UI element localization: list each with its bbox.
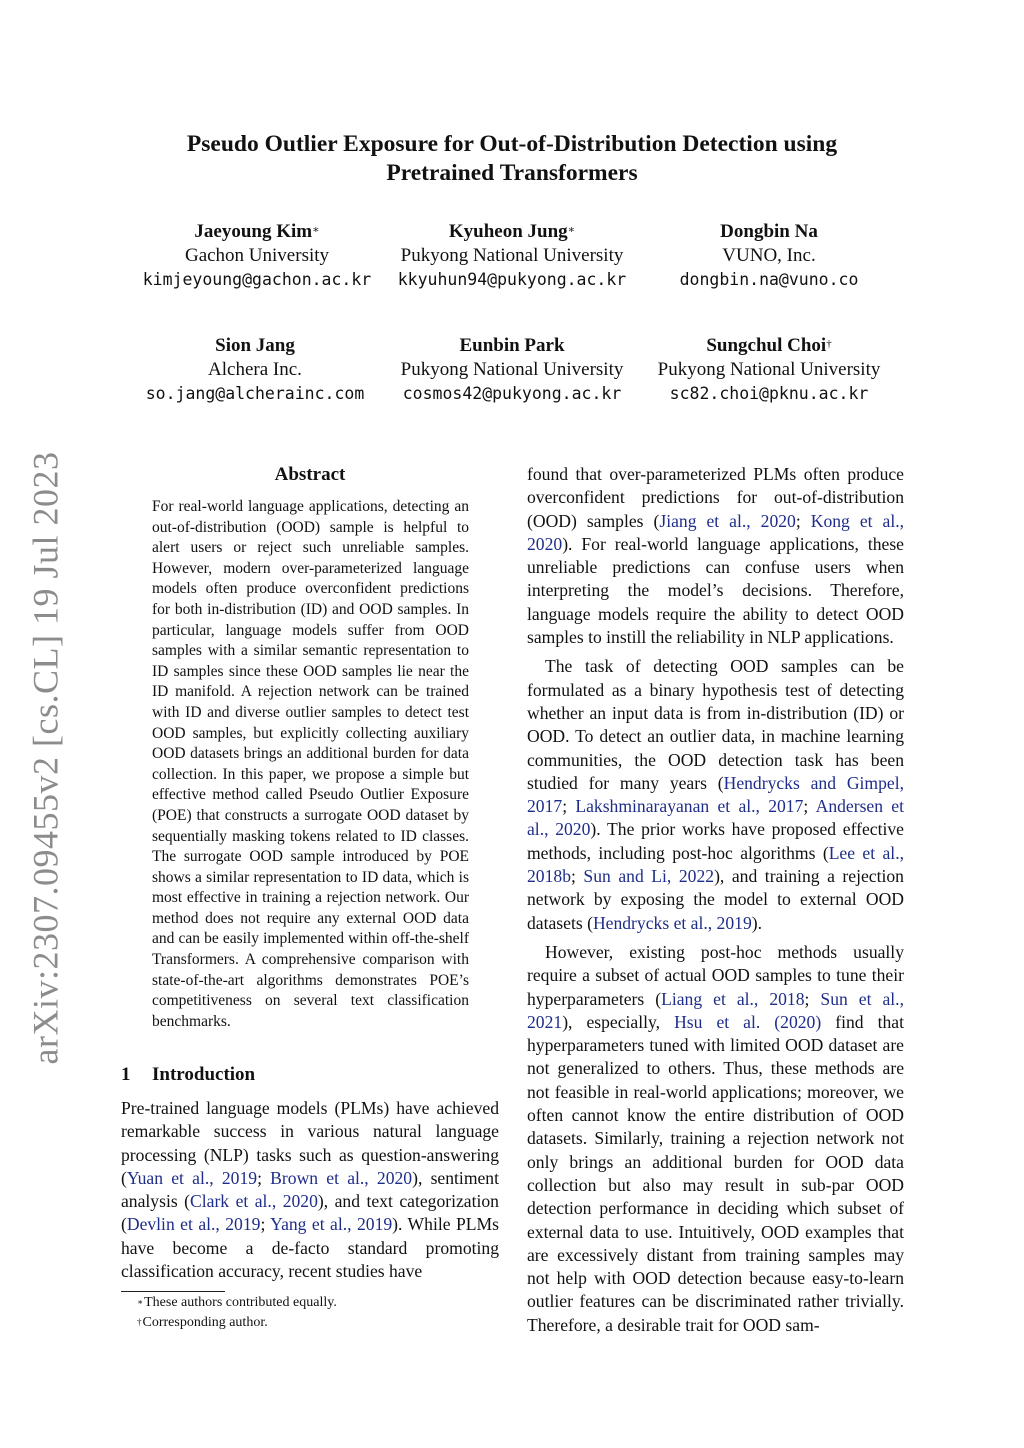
citation-link[interactable]: Clark et al., 2020 [190, 1191, 318, 1212]
intro-paragraph-3: However, existing post-hoc methods usually require a subset of actual OOD samples to tune their hyperparameters (Liang et al., 2018; Sun et al., 2021), especially, Hsu et al. (2020) find that hyperparameters tuned with limited OOD dataset are not generalized to others. Thus, these methods are not feasible in real-world applications; moreover, we often cannot know the entire distribution of OOD datasets. Similarly, training a rejection network not only brings an additional burden for OOD data collection but also may result in sub-par OOD detection performance in deciding which subset of external data to use. Intuitively, OOD examples that are excessively distant from training samples may not help with OOD detection because easy-to-learn outlier features can be discriminated rather trivially. Therefore, a desirable trait for OOD sam- [527, 941, 904, 1335]
intro-paragraph-2: The task of detecting OOD samples can be formulated as a binary hypothesis test of detecting whether an input data is from in-distribution (ID) or OOD. To detect an outlier data, in machine learning communities, the OOD detection task has been studied for many years (Hendrycks and Gimpel, 2017; Lakshminarayanan et al., 2017; Andersen et al., 2020). The prior works have proposed effective methods, including post-hoc algorithms (Lee et al., 2018b; Sun and Li, 2022), and training a rejection network by exposing the model to external OOD datasets (Hendrycks et al., 2019). [527, 656, 904, 933]
footnote: †Corresponding author. [137, 1315, 268, 1330]
author-affiliation: Pukyong National University [400, 245, 624, 266]
author-email: kkyuhun94@pukyong.ac.kr [397, 270, 627, 289]
author-block [382, 334, 642, 406]
citation-link[interactable]: Hendrycks et al., 2019 [592, 912, 752, 933]
author-name: Kyuheon Jung∗ [448, 221, 576, 242]
abstract-heading: Abstract [274, 464, 346, 485]
arxiv-stamp [20, 451, 70, 1065]
author-name: Dongbin Na [720, 221, 818, 242]
citation-link[interactable]: Jiang et al., 2020 [659, 510, 796, 531]
author-email: so.jang@alcherainc.com [145, 384, 365, 403]
citation-link[interactable]: Kong et al., 2020 [527, 510, 904, 554]
section-heading [121, 1063, 255, 1087]
author-affiliation: Gachon University [184, 245, 330, 266]
author-name: Sion Jang [215, 335, 295, 356]
footnotes [137, 1293, 497, 1333]
author-email: sc82.choi@pknu.ac.kr [669, 384, 869, 403]
footnote-mark: ∗ [137, 1297, 144, 1307]
author-block [639, 220, 899, 292]
left-column [121, 1097, 499, 1283]
citation-link[interactable]: Lee et al., 2018b [527, 842, 904, 887]
arxiv-identifier: arXiv:2307.09455v2 [cs.CL] 19 Jul 2023 [25, 451, 66, 1065]
footnote: ∗These authors contributed equally. [137, 1295, 337, 1310]
intro-paragraph-1-part-a: Pre-trained language models (PLMs) have achieved remarkable success in various natural language processing (NLP) tasks such as question-answering (Yuan et al., 2019; Brown et al., 2020), sentiment analysis (Clark et al., 2020), and text categorization (Devlin et al., 2019; Yang et al., 2019). While PLMs have become a de-facto standard promoting classification accuracy, recent studies have [121, 1098, 499, 1282]
author-block [127, 220, 387, 292]
title-line-1: Pseudo Outlier Exposure for Out-of-Distribution Detection using [186, 131, 838, 157]
citation-link[interactable]: Andersen et al., 2020 [527, 796, 904, 840]
author-affiliation: Alchera Inc. [208, 359, 302, 380]
author-email: kimjeyoung@gachon.ac.kr [142, 270, 372, 289]
citation-link[interactable]: Yang et al., 2019 [270, 1214, 393, 1235]
citation-link[interactable]: Devlin et al., 2019 [126, 1214, 261, 1235]
author-affiliation: Pukyong National University [657, 359, 881, 380]
paper-title [112, 130, 912, 188]
author-email: cosmos42@pukyong.ac.kr [402, 384, 622, 403]
abstract-text: For real-world language applications, detecting an out-of-distribution (OOD) sample is helpful to alert users or reject such unreliable samples. However, modern over-parameterized language models often produce overconfident predictions for both in-distribution (ID) and OOD samples. In particular, language models suffer from OOD samples with a similar semantic representation to ID samples since these OOD samples lie near the ID manifold. A rejection network can be trained with ID and diverse outlier samples to detect test OOD samples, but explicitly collecting auxiliary OOD datasets brings an additional burden for data collection. In this paper, we propose a simple but effective method called Pseudo Outlier Exposure (POE) that constructs a surrogate OOD dataset by sequentially masking tokens related to ID classes. The surrogate OOD sample introduced by POE shows a similar representation to ID data, which is most effective in training a rejection network. Our method does not require any external OOD data and can be easily implemented within off-the-shelf Transformers. A comprehensive comparison with state-of-the-art algorithms demonstrates POE’s competitiveness on several text classification benchmarks. [152, 498, 469, 1030]
title-line-2: Pretrained Transformers [386, 160, 638, 186]
author-name: Jaeyoung Kim∗ [194, 221, 320, 242]
author-block [125, 334, 385, 406]
author-affiliation: VUNO, Inc. [722, 245, 816, 266]
citation-link[interactable]: Brown et al., 2020 [270, 1167, 413, 1188]
author-name: Sungchul Choi† [706, 335, 832, 356]
citation-link[interactable]: Sun and Li, 2022 [583, 866, 715, 887]
right-column [527, 463, 904, 1337]
citation-link[interactable]: Hsu et al. (2020) [674, 1011, 822, 1032]
author-block [382, 220, 642, 292]
section-title: Introduction [152, 1064, 256, 1085]
author-name: Eunbin Park [459, 335, 565, 356]
citation-link[interactable]: Liang et al., 2018 [661, 988, 805, 1009]
citation-link[interactable]: Yuan et al., 2019 [126, 1167, 258, 1188]
section-number: 1 [121, 1064, 131, 1085]
footnote-mark: † [137, 1317, 142, 1327]
author-mark: ∗ [567, 224, 576, 236]
author-mark: † [826, 338, 832, 350]
citation-link[interactable]: Hendrycks and Gimpel, 2017 [527, 772, 904, 817]
author-mark: ∗ [312, 224, 320, 236]
citation-link[interactable]: Lakshminarayanan et al., 2017 [575, 796, 804, 817]
citation-link[interactable]: Sun et al., 2021 [527, 988, 904, 1032]
intro-paragraph-1-part-b: found that over-parameterized PLMs often produce overconfident predictions for out-of-distribution (OOD) samples (Jiang et al., 2020; Kong et al., 2020). For real-world language applications, these unreliable predictions can confuse users when interpreting the model’s decisions. Therefore, language models require the ability to detect OOD samples to instill the reliability in NLP applications. [527, 464, 904, 648]
author-email: dongbin.na@vuno.co [679, 270, 859, 289]
footnote-rule [121, 1291, 225, 1292]
author-block [639, 334, 899, 406]
author-affiliation: Pukyong National University [400, 359, 624, 380]
